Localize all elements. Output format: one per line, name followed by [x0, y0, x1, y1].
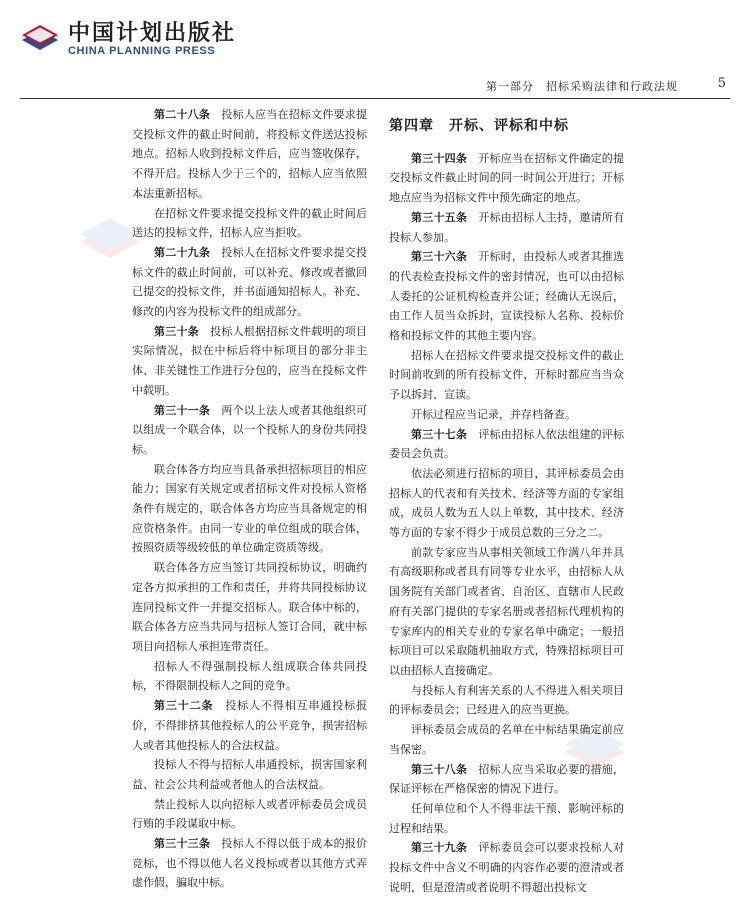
paragraph: 第三十条 投标人根据招标文件载明的项目实际情况，拟在中标后将中标项目的部分非主体、非关键性工作进行分包的，应当在投标文件中载明。 — [132, 324, 368, 397]
article-number: 第二十八条 — [154, 108, 211, 121]
article-number: 第三十八条 — [411, 762, 468, 776]
article-number: 第三十九条 — [411, 841, 468, 855]
publisher-book-icon — [20, 18, 60, 54]
paragraph: 与投标人有利害关系的人不得进入相关项目的评标委员会；已经进入的应当更换。 — [389, 683, 624, 717]
paragraph: 第三十一条 两个以上法人或者其他组织可以组成一个联合体，以一个投标人的身份共同投标。 — [132, 403, 368, 456]
paragraph: 评标委员会成员的名单在中标结果确定前应当保密。 — [389, 723, 624, 756]
paragraph: 招标人不得强制投标人组成联合体共同投标，不得限制投标人之间的竞争。 — [132, 659, 367, 693]
running-head: 第一部分 招标采购法律和行政法规 — [486, 80, 678, 93]
paragraph: 第三十八条 招标人应当采取必要的措施，保证评标在严格保密的情况下进行。 — [389, 762, 625, 796]
article-number: 第三十七条 — [411, 427, 468, 441]
paragraph: 投标人不得与招标人串通投标，损害国家利益、社会公共利益或者他人的合法权益。 — [132, 758, 367, 791]
left-column — [132, 105, 367, 893]
right-column — [389, 105, 624, 897]
paragraph: 第三十七条 评标由招标人依法组建的评标委员会负责。 — [389, 427, 625, 461]
article-number: 第三十五条 — [411, 210, 468, 224]
paragraph: 招标人在招标文件要求提交投标文件的截止时间前收到的所有投标文件，开标时都应当当众予以拆封、宣读。 — [389, 348, 624, 402]
paragraph: 第三十三条 投标人不得以低于成本的报价竞标，也不得以他人名义投标或者以其他方式弄虚作假，骗取中标。 — [132, 837, 368, 890]
article-number: 第三十六条 — [411, 250, 468, 264]
paragraph: 任何单位和个人不得非法干预、影响评标的过程和结果。 — [389, 801, 624, 835]
article-number: 第三十条 — [154, 324, 199, 338]
paragraph: 依法必须进行招标的项目，其评标委员会由招标人的代表和有关技术、经济等方面的专家组成，成员人数为五人以上单数，其中技术、经济等方面的专家不得少于成员总数的三分之二。 — [389, 466, 624, 540]
paragraph: 第三十六条 开标时，由投标人或者其推选的代表检查投标文件的密封情况，也可以由招标人委托的公证机构检查并公证；经确认无误后，由工作人员当众拆封，宣读投标人名称、投标价格和投标文件的其他主要内容。 — [389, 250, 625, 343]
paragraph: 第二十九条 投标人在招标文件要求提交投标文件的截止时间前，可以补充、修改或者撤回已提交的投标文件，并书面通知招标人。补充、修改的内容为投标文件的组成部分。 — [132, 245, 368, 319]
paragraph: 第三十四条 开标应当在招标文件确定的提交投标文件截止时间的同一时间公开进行；开标地点应当为招标文件中预先确定的地点。 — [389, 151, 625, 205]
paragraph: 在招标文件要求提交投标文件的截止时间后送达的投标文件，招标人应当拒收。 — [132, 206, 367, 240]
paragraph: 第三十九条 评标委员会可以要求投标人对投标文件中含义不明确的内容作必要的澄清或者说明，但是澄清或者说明不得超出投标文 — [389, 841, 625, 894]
paragraph: 开标过程应当记录，并存档备查。 — [411, 407, 576, 421]
paragraph: 禁止投标人以向招标人或者评标委员会成员行贿的手段谋取中标。 — [132, 797, 367, 831]
publisher-name-en: CHINA PLANNING PRESS — [68, 45, 216, 57]
article-number: 第二十九条 — [154, 245, 211, 259]
chapter-title: 第四章 开标、评标和中标 — [389, 118, 569, 134]
paragraph: 第二十八条 投标人应当在招标文件要求提交投标文件的截止时间前，将投标文件送达投标地点。招标人收到投标文件后，应当签收保存，不得开启。投标人少于三个的，招标人应当依照本法重新招标。 — [132, 108, 368, 200]
article-number: 第三十一条 — [154, 403, 211, 417]
paragraph: 联合体各方应当签订共同投标协议，明确约定各方拟承担的工作和责任，并将共同投标协议连同投标文件一并提交招标人。联合体中标的，联合体各方应当共同与招标人签订合同，就中标项目向招标人承担连带责任。 — [132, 561, 367, 653]
paragraph: 前款专家应当从事相关领域工作满八年并具有高级职称或者具有同等专业水平，由招标人从国务院有关部门或者省、自治区、直辖市人民政府有关部门提供的专家名册或者招标代理机构的专家库内的相关专业的专家名单中确定；一般招标项目可以采取随机抽取方式，特殊招标项目可以由招标人直接确定。 — [389, 545, 624, 677]
article-number: 第三十二条 — [154, 699, 214, 713]
page-number: 5 — [717, 76, 726, 91]
article-number: 第三十四条 — [411, 151, 468, 165]
publisher-name-cn: 中国计划出版社 — [68, 20, 237, 46]
paragraph: 第三十二条 投标人不得相互串通投标报价，不得排挤其他投标人的公平竞争，损害招标人或者其他投标人的合法权益。 — [132, 699, 368, 752]
article-number: 第三十三条 — [154, 837, 211, 851]
header-rule — [20, 98, 730, 99]
paragraph: 联合体各方均应当具备承担招标项目的相应能力；国家有关规定或者招标文件对投标人资格条件有规定的，联合体各方均应当具备规定的相应资格条件。由同一专业的单位组成的联合体，按照资质等级较低的单位确定资质等级。 — [132, 462, 367, 555]
publisher-logo — [20, 16, 237, 66]
paragraph: 第三十五条 开标由招标人主持，邀请所有投标人参加。 — [389, 210, 625, 244]
